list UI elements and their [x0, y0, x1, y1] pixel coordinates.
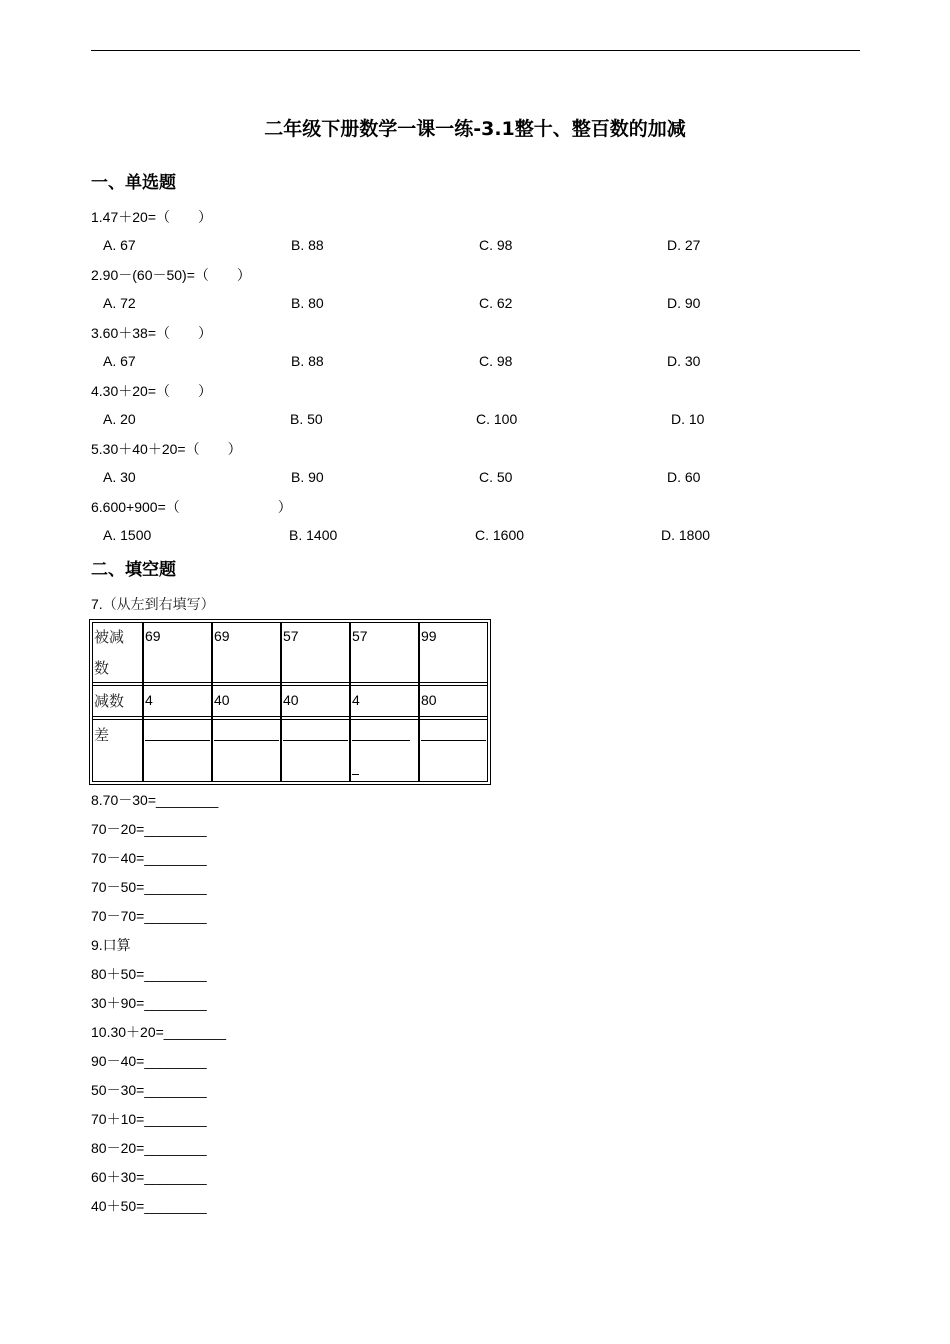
section-heading-single-choice: 一、单选题	[91, 173, 176, 193]
answer-blank[interactable]	[352, 740, 410, 741]
fill-in-line: 70－20=________	[91, 821, 207, 837]
column-divider	[280, 622, 282, 782]
table-cell-minuend: 57	[283, 628, 299, 644]
option-c: C. 100	[476, 411, 518, 427]
answer-blank[interactable]	[421, 740, 486, 741]
table-cell-subtrahend: 4	[145, 692, 153, 708]
option-d: D. 1800	[661, 527, 711, 543]
question-stem: 6.600+900=（ ）	[91, 499, 292, 515]
option-c: C. 1600	[475, 527, 525, 543]
answer-blank[interactable]	[145, 740, 210, 741]
header-rule	[91, 50, 860, 51]
row-header-difference: 差	[94, 726, 110, 744]
question-stem: 5.30＋40＋20=（ ）	[91, 441, 242, 457]
answer-blank[interactable]	[283, 740, 348, 741]
page-title: 二年级下册数学一课一练-3.1整十、整百数的加减	[264, 118, 686, 140]
option-b: B. 88	[291, 237, 324, 253]
option-a: A. 67	[103, 237, 136, 253]
section-heading-fill-in: 二、填空题	[91, 560, 176, 580]
answer-blank-wrap	[352, 774, 359, 775]
option-b: B. 50	[290, 411, 323, 427]
row-header-minuend: 被减 数	[94, 628, 125, 677]
option-a: A. 30	[103, 469, 136, 485]
table-cell-minuend: 99	[421, 628, 437, 644]
question-number: 7.	[91, 596, 103, 612]
column-divider	[142, 622, 144, 782]
option-a: A. 1500	[103, 527, 152, 543]
question-stem	[91, 594, 215, 614]
fill-in-line: 90－40=________	[91, 1053, 207, 1069]
table-cell-subtrahend: 80	[421, 692, 437, 708]
table-cell-subtrahend: 4	[352, 692, 360, 708]
fill-in-line: 40＋50=________	[91, 1198, 207, 1214]
fill-in-line: 70－70=________	[91, 908, 207, 924]
option-b: B. 88	[291, 353, 324, 369]
question-stem: 4.30＋20=（ ）	[91, 383, 212, 399]
fill-in-line: 80＋50=________	[91, 966, 207, 982]
fill-in-line: 70－40=________	[91, 850, 207, 866]
table-cell-subtrahend: 40	[214, 692, 230, 708]
option-a: A. 20	[103, 411, 136, 427]
fill-in-line: 60＋30=________	[91, 1169, 207, 1185]
option-b: B. 1400	[289, 527, 338, 543]
column-divider	[211, 622, 213, 782]
question-instruction: （从左到右填写）	[102, 597, 215, 613]
option-c: C. 98	[479, 353, 513, 369]
question-stem: 9.口算	[91, 937, 131, 953]
column-divider	[418, 622, 420, 782]
option-d: D. 30	[667, 353, 701, 369]
question-stem: 3.60＋38=（ ）	[91, 325, 212, 341]
fill-in-line: 80－20=________	[91, 1140, 207, 1156]
option-b: B. 80	[291, 295, 324, 311]
question-stem: 1.47＋20=（ ）	[91, 209, 212, 225]
fill-in-line: 50－30=________	[91, 1082, 207, 1098]
fill-in-line: 8.70－30=________	[91, 792, 219, 808]
table-cell-minuend: 69	[214, 628, 230, 644]
option-c: C. 98	[479, 237, 513, 253]
row-divider	[92, 716, 488, 720]
option-a: A. 72	[103, 295, 136, 311]
column-divider	[349, 622, 351, 782]
fill-in-line: 70－50=________	[91, 879, 207, 895]
option-a: A. 67	[103, 353, 136, 369]
fill-in-line: 70＋10=________	[91, 1111, 207, 1127]
row-divider	[92, 682, 488, 686]
question-stem: 2.90－(60－50)=（ ）	[91, 267, 251, 283]
option-d: D. 27	[667, 237, 701, 253]
answer-blank[interactable]	[214, 740, 279, 741]
row-header-subtrahend: 减数	[94, 692, 125, 710]
fill-in-line: 30＋90=________	[91, 995, 207, 1011]
option-c: C. 50	[479, 469, 513, 485]
table-cell-minuend: 69	[145, 628, 161, 644]
option-d: D. 10	[671, 411, 705, 427]
option-c: C. 62	[479, 295, 513, 311]
option-b: B. 90	[291, 469, 324, 485]
option-d: D. 90	[667, 295, 701, 311]
table-cell-minuend: 57	[352, 628, 368, 644]
table-cell-subtrahend: 40	[283, 692, 299, 708]
option-d: D. 60	[667, 469, 701, 485]
fill-in-line: 10.30＋20=________	[91, 1024, 227, 1040]
